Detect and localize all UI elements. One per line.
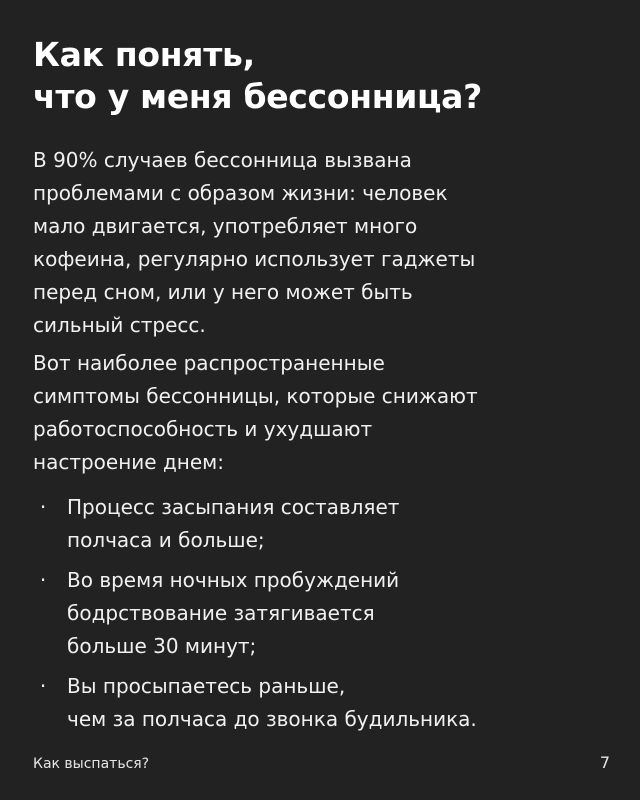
symptoms-intro-line-4: настроение днем: <box>33 450 224 474</box>
list-item-line: больше 30 минут; <box>67 634 257 658</box>
list-item-line: Процесс засыпания составляет <box>67 495 400 519</box>
list-item <box>33 564 623 663</box>
intro-paragraph <box>33 144 613 342</box>
list-item-line: чем за полчаса до звонка будильника. <box>67 707 477 731</box>
bullet-dot-icon: · <box>39 674 47 698</box>
symptoms-list <box>33 491 623 743</box>
intro-line-3: мало двигается, употребляет много <box>33 214 418 238</box>
list-item <box>33 670 623 736</box>
intro-line-2: проблемами с образом жизни: человек <box>33 181 448 205</box>
intro-line-6: сильный стресс. <box>33 313 206 337</box>
intro-line-5: перед сном, или у него может быть <box>33 280 413 304</box>
list-item <box>33 491 623 557</box>
bullet-dot-icon: · <box>39 568 47 592</box>
footer-series-title: Как выспаться? <box>33 756 150 772</box>
slide-title-line-2: что у меня бессонница? <box>33 77 482 116</box>
symptoms-intro-line-2: симптомы бессонницы, которые снижают <box>33 384 478 408</box>
list-item-line: Вы просыпаетесь раньше, <box>67 674 346 698</box>
list-item-line: бодрствование затягивается <box>67 601 375 625</box>
symptoms-intro-line-1: Вот наиболее распространенные <box>33 351 385 375</box>
footer-page-number: 7 <box>599 753 610 772</box>
intro-line-1: В 90% случаев бессонница вызвана <box>33 148 412 172</box>
symptoms-intro-paragraph <box>33 347 613 479</box>
intro-line-4: кофеина, регулярно использует гаджеты <box>33 247 476 271</box>
symptoms-intro-line-3: работоспособность и ухудшают <box>33 417 373 441</box>
list-item-line: Во время ночных пробуждений <box>67 568 400 592</box>
bullet-dot-icon: · <box>39 495 47 519</box>
slide-title <box>33 34 613 118</box>
slide-title-line-1: Как понять, <box>33 35 255 74</box>
list-item-line: полчаса и больше; <box>67 528 265 552</box>
